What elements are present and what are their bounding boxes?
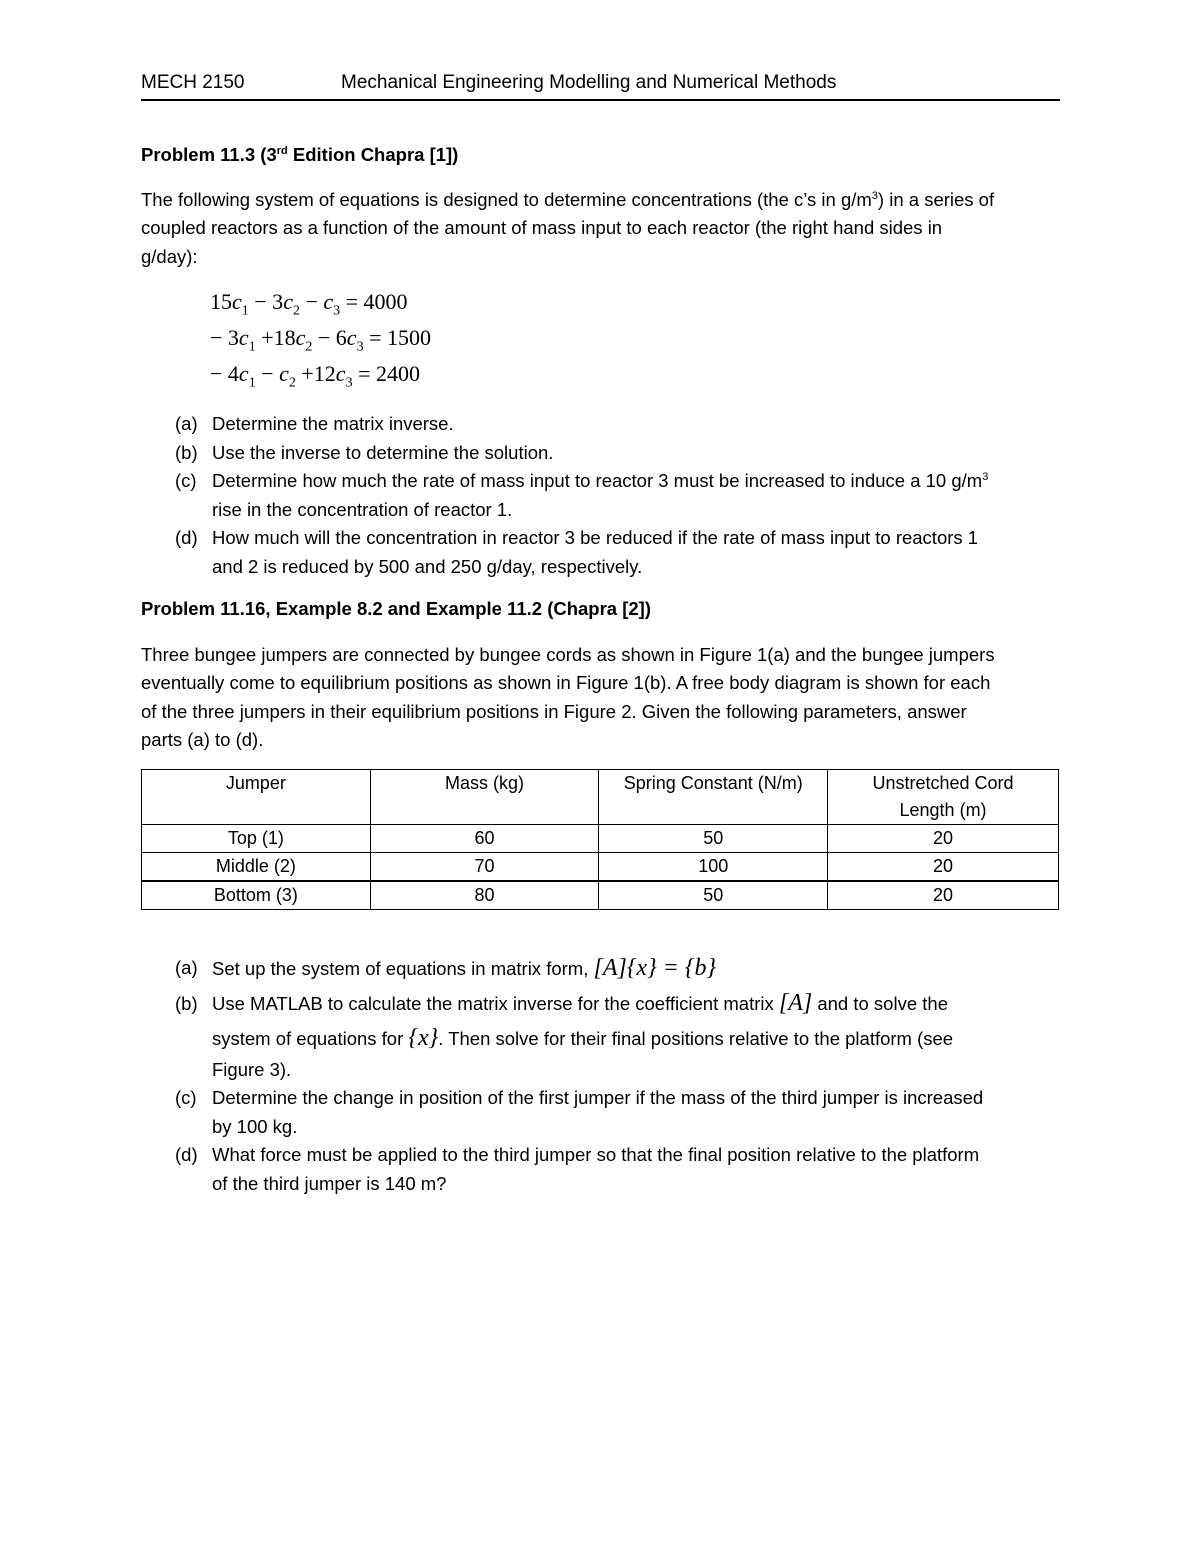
equation-2: − $3c_1 +18c_2 - 6c_3 = 1500$ <box>210 325 431 355</box>
table-cell: 50 <box>599 881 828 910</box>
problem-1-heading: Problem 11.3 (3rd Edition Chapra [1]) <box>141 144 459 165</box>
table-header-cell: Unstretched Cord Length (m) <box>828 770 1059 825</box>
course-code: MECH 2150 <box>141 72 245 93</box>
list-item: (a) Determine the matrix inverse. <box>175 413 454 434</box>
matrix-equation: [A]{x} = {b} <box>593 955 717 981</box>
problem-2-intro: Three bungee jumpers are connected by bungee cords as shown in Figure 1(a) and the bungee jumpers eventually come to equilibrium positions as shown in Figure 1(b). A free body diagram is shown for each of the three jumpers in their equilibrium positions in Figure 2. Given the following parameters, answer parts (a) to (d). <box>141 644 995 750</box>
table-cell: 70 <box>370 853 599 882</box>
problem-1-parts <box>175 410 1065 581</box>
list-item: (b) Use the inverse to determine the solution. <box>175 441 554 463</box>
table-cell: Middle (2) <box>142 853 371 882</box>
table-header-cell: Spring Constant (N/m) <box>599 770 828 825</box>
equation-3: − $4c_1 - c_2 +12c_3 = 2400$ <box>210 361 420 391</box>
table-cell: 20 <box>828 853 1059 882</box>
list-item: (c) Determine how much the rate of mass input to reactor 3 must be increased to induce a 10 $g/m^3$ rise in the concentration of reactor 1. <box>175 470 989 520</box>
list-item: (c) Determine the change in position of the first jumper if the mass of the third jumper is increased by 100 kg. <box>175 1087 984 1137</box>
equation-system <box>210 286 431 394</box>
problem-1-intro: The following system of equations is designed to determine concentrations (the c’s in $g/m^3$) in a series of coupled reactors as a function of the amount of mass input to each reactor (the right hand sides in g/day): <box>141 189 995 267</box>
list-item: (a) Set up the system of equations in matrix form, [A]{x} = {b} <box>175 955 717 981</box>
table-cell: 80 <box>370 881 599 910</box>
table-cell: Bottom (3) <box>142 881 371 910</box>
course-title: Mechanical Engineering Modelling and Numerical Methods <box>341 72 837 93</box>
table-cell: 20 <box>828 825 1059 853</box>
table-cell: 20 <box>828 881 1059 910</box>
list-item: (d) How much will the concentration in reactor 3 be reduced if the rate of mass input to reactors 1 and 2 is reduced by 500 and 250 g/day, respectively. <box>175 527 979 577</box>
list-item: (d) What force must be applied to the third jumper so that the final position relative to the platform of the third jumper is 140 m? <box>175 1144 980 1194</box>
table-header-cell: Mass (kg) <box>370 770 599 825</box>
table-cell: 100 <box>599 853 828 882</box>
list-item: (b) Use MATLAB to calculate the matrix inverse for the coefficient matrix [A] and to solve the system of equations for {x}. Then solve for their final positions relative to the platform (see Figure 3). <box>175 990 954 1080</box>
table-row <box>142 825 1059 853</box>
problem-2-parts <box>175 953 1065 1198</box>
equation-1: $15c_1 - 3c_2 - c_3 = 4000$ <box>210 289 408 319</box>
table-cell: Top (1) <box>142 825 371 853</box>
table-cell: 50 <box>599 825 828 853</box>
page-header <box>141 72 1060 101</box>
problem-2-heading: Problem 11.16, Example 8.2 and Example 11.2 (Chapra [2]) <box>141 598 652 619</box>
table-row <box>142 853 1059 882</box>
jumper-parameters-table <box>141 769 1059 910</box>
table-row <box>142 881 1059 910</box>
table-cell: 60 <box>370 825 599 853</box>
table-header-cell: Jumper <box>142 770 371 825</box>
table-header-row <box>142 770 1059 825</box>
